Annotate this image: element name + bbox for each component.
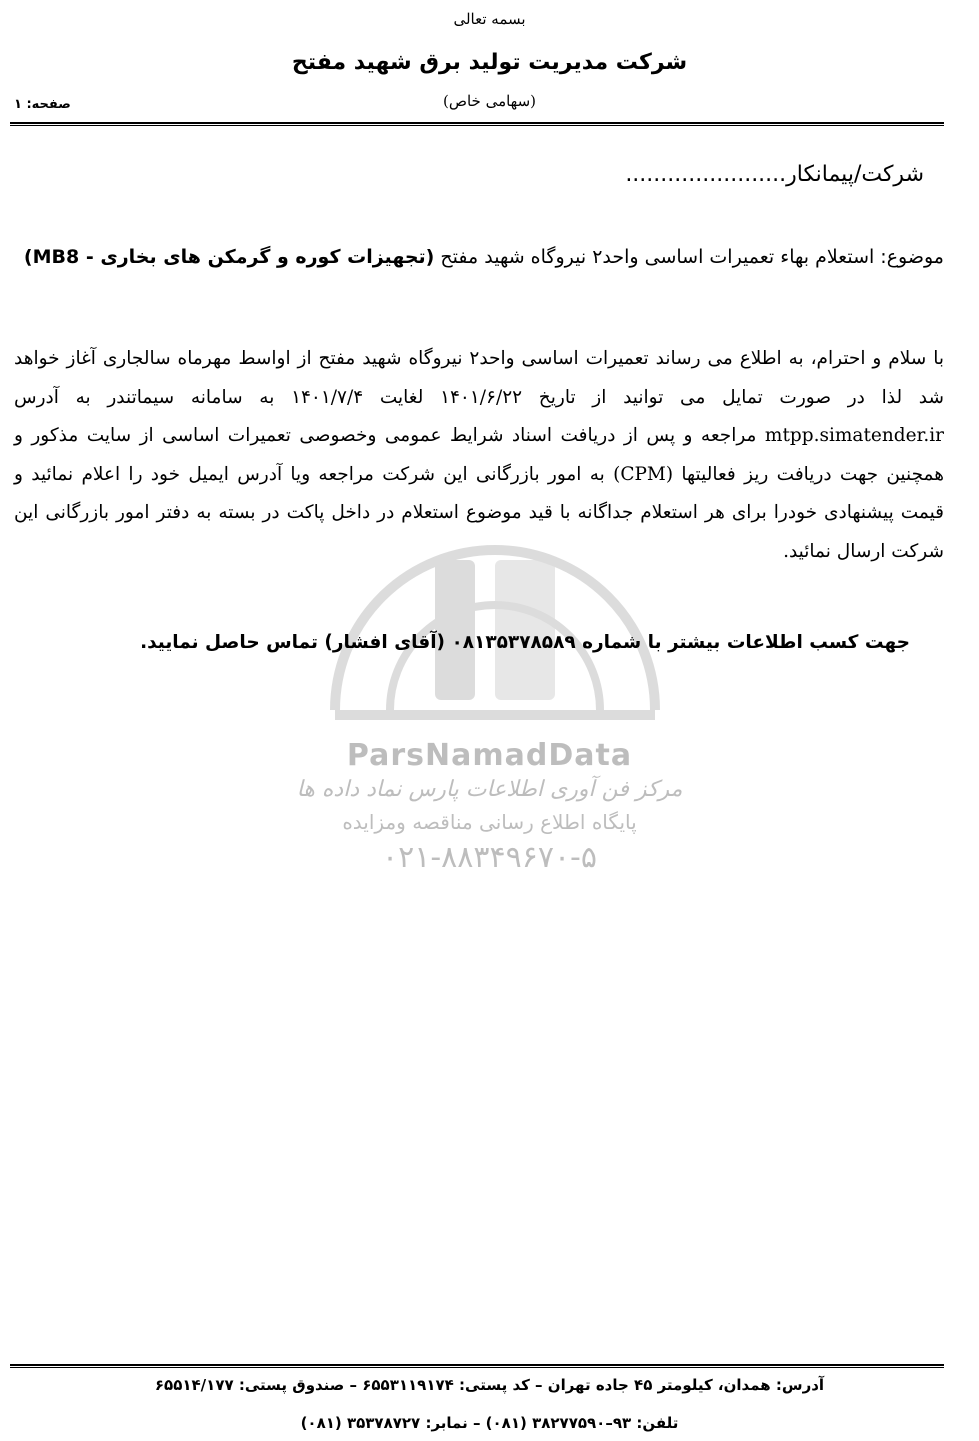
watermark-brand: ParsNamadData — [346, 738, 633, 773]
contact-line: جهت کسب اطلاعات بیشتر با شماره ۰۸۱۳۵۳۷۸۵۸۹ (آقای افشار) تماس حاصل نمایید. — [140, 632, 910, 653]
watermark-phone: ۰۲۱-۸۸۳۴۹۶۷۰-۵ — [381, 840, 597, 875]
letter-body: با سلام و احترام، به اطلاع می رساند تعمیرات اساسی واحد۲ نیروگاه شهید مفتح از اواسط مهرماه سالجاری آغاز خواهد شد لذا در صورت تمایل می توانید از تاریخ ۱۴۰۱/۶/۲۲ لغایت ۱۴۰۱/۷/۴ به سامانه سیماتندر به آدرس mtpp.simatender.ir مراجعه و پس از دریافت اسناد شرایط عمومی وخصوصی تعمیرات اساسی از سایت مذکور و همچنین جهت دریافت ریز فعالیتها (CPM) به امور بازرگانی این شرکت مراجعه ویا آدرس ایمیل خود را اعلام نمائید و قیمت پیشنهادی خودرا برای هر استعلام جداگانه با قید موضوع استعلام در داخل پاکت در بسته به دفتر امور بازرگانی این شرکت ارسال نمائید. — [14, 348, 944, 562]
subject-highlight: (تجهیزات کوره و گرمکن های بخاری - MB8) — [23, 246, 435, 268]
watermark-text — [0, 738, 979, 875]
header-divider — [10, 122, 944, 126]
recipient-line: شرکت/پیمانکار....................... — [625, 162, 924, 187]
company-type: (سهامی خاص) — [442, 92, 537, 110]
subject-line — [18, 235, 944, 279]
company-title: شرکت مدیریت تولید برق شهید مفتح — [291, 50, 688, 75]
watermark-line2: پایگاه اطلاع رسانی مناقصه ومزایده — [342, 810, 637, 834]
page-number: صفحه: ۱ — [14, 97, 71, 112]
footer-address: آدرس: همدان، کیلومتر ۴۵ جاده تهران – کد پستی: ۶۵۵۳۱۱۹۱۷۴ – صندوق پستی: ۶۵۵۱۴/۱۷۷ — [154, 1376, 825, 1394]
subject-prefix: موضوع: استعلام بهاء تعمیرات اساسی واحد۲ نیروگاه شهید مفتح — [440, 246, 944, 268]
footer-divider — [10, 1364, 944, 1368]
footer-phone: تلفن: ۹۳–۳۸۲۷۷۵۹۰ (۰۸۱) – نمابر: ۳۵۳۷۸۷۲۷ (۰۸۱) — [300, 1414, 679, 1432]
bismillah: بسمه تعالی — [453, 10, 526, 28]
watermark-line1: مرکز فن آوری اطلاعات پارس نماد داده ها — [296, 777, 683, 802]
